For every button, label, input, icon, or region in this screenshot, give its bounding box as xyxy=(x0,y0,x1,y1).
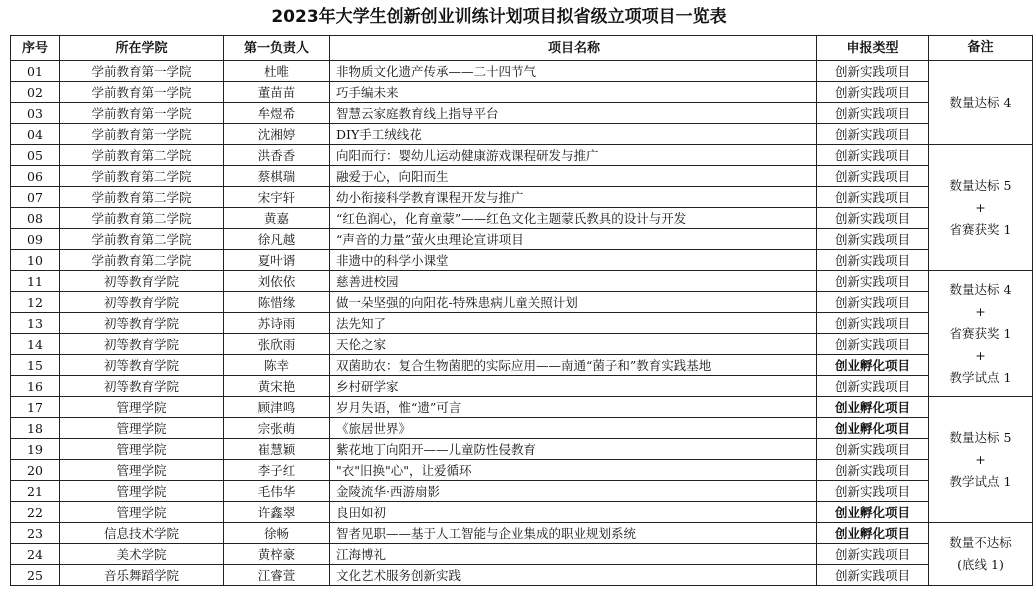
cell-type: 创新实践项目 xyxy=(817,166,929,187)
cell-type: 创新实践项目 xyxy=(817,460,929,481)
cell-person: 董苗苗 xyxy=(224,82,330,103)
cell-person: 杜唯 xyxy=(224,61,330,82)
cell-person: 苏诗雨 xyxy=(224,313,330,334)
cell-no: 20 xyxy=(11,460,60,481)
cell-project-name: 法先知了 xyxy=(330,313,817,334)
table-row xyxy=(11,145,1033,166)
note-line: + xyxy=(975,199,986,215)
note-line: + xyxy=(975,451,986,467)
cell-no: 04 xyxy=(11,124,60,145)
cell-college: 学前教育第二学院 xyxy=(60,208,224,229)
cell-project-name: 江海博礼 xyxy=(330,544,817,565)
cell-note xyxy=(929,271,1033,397)
cell-type: 创业孵化项目 xyxy=(817,523,929,544)
cell-project-name: 非遗中的科学小课堂 xyxy=(330,250,817,271)
cell-project-name: 智慧云家庭教育线上指导平台 xyxy=(330,103,817,124)
cell-note xyxy=(929,61,1033,145)
cell-person: 洪香香 xyxy=(224,145,330,166)
cell-college: 管理学院 xyxy=(60,460,224,481)
cell-no: 01 xyxy=(11,61,60,82)
cell-type: 创新实践项目 xyxy=(817,292,929,313)
cell-college: 初等教育学院 xyxy=(60,292,224,313)
cell-college: 信息技术学院 xyxy=(60,523,224,544)
table-row xyxy=(11,376,1033,397)
cell-person: 张欣雨 xyxy=(224,334,330,355)
cell-college: 学前教育第二学院 xyxy=(60,187,224,208)
cell-type: 创新实践项目 xyxy=(817,208,929,229)
cell-college: 学前教育第二学院 xyxy=(60,145,224,166)
table-row xyxy=(11,502,1033,523)
cell-type: 创新实践项目 xyxy=(817,271,929,292)
cell-no: 05 xyxy=(11,145,60,166)
cell-college: 美术学院 xyxy=(60,544,224,565)
cell-no: 15 xyxy=(11,355,60,376)
cell-project-name: 岁月失语，惟“遗”可言 xyxy=(330,397,817,418)
cell-no: 12 xyxy=(11,292,60,313)
cell-type: 创新实践项目 xyxy=(817,145,929,166)
cell-type: 创新实践项目 xyxy=(817,376,929,397)
table-row xyxy=(11,565,1033,586)
table-row xyxy=(11,229,1033,250)
cell-type: 创新实践项目 xyxy=(817,82,929,103)
cell-college: 学前教育第一学院 xyxy=(60,124,224,145)
cell-college: 初等教育学院 xyxy=(60,271,224,292)
cell-no: 21 xyxy=(11,481,60,502)
cell-no: 22 xyxy=(11,502,60,523)
header-no: 序号 xyxy=(11,36,60,61)
table-row xyxy=(11,355,1033,376)
note-line: 教学试点 1 xyxy=(949,369,1012,385)
cell-type: 创新实践项目 xyxy=(817,481,929,502)
note-line: 数量不达标 xyxy=(949,535,1012,550)
cell-type: 创新实践项目 xyxy=(817,61,929,82)
cell-type: 创新实践项目 xyxy=(817,565,929,586)
table-row xyxy=(11,334,1033,355)
table-row xyxy=(11,103,1033,124)
note-line: 数量达标 4 xyxy=(949,94,1012,110)
cell-no: 08 xyxy=(11,208,60,229)
cell-college: 管理学院 xyxy=(60,418,224,439)
cell-project-name: 文化艺术服务创新实践 xyxy=(330,565,817,586)
cell-person: 黄宋艳 xyxy=(224,376,330,397)
table-header-row xyxy=(11,36,1033,61)
cell-no: 07 xyxy=(11,187,60,208)
cell-college: 初等教育学院 xyxy=(60,376,224,397)
cell-college: 初等教育学院 xyxy=(60,355,224,376)
cell-no: 02 xyxy=(11,82,60,103)
cell-no: 13 xyxy=(11,313,60,334)
cell-college: 管理学院 xyxy=(60,397,224,418)
cell-type: 创新实践项目 xyxy=(817,187,929,208)
note-line: 省赛获奖 1 xyxy=(949,325,1012,341)
cell-no: 16 xyxy=(11,376,60,397)
cell-no: 14 xyxy=(11,334,60,355)
cell-type: 创业孵化项目 xyxy=(817,418,929,439)
cell-college: 初等教育学院 xyxy=(60,313,224,334)
cell-person: 徐畅 xyxy=(224,523,330,544)
cell-project-name: “声音的力量”萤火虫理论宣讲项目 xyxy=(330,229,817,250)
table-row xyxy=(11,271,1033,292)
cell-college: 学前教育第二学院 xyxy=(60,250,224,271)
table-row xyxy=(11,82,1033,103)
table-row xyxy=(11,418,1033,439)
cell-person: 陈惜缘 xyxy=(224,292,330,313)
cell-no: 06 xyxy=(11,166,60,187)
header-project-name: 项目名称 xyxy=(330,36,817,61)
table-row xyxy=(11,544,1033,565)
note-line: + xyxy=(975,347,986,363)
table-row xyxy=(11,292,1033,313)
cell-project-name: DIY手工绒线花 xyxy=(330,124,817,145)
cell-project-name: 《旅居世界》 xyxy=(330,418,817,439)
note-line: 教学试点 1 xyxy=(949,473,1012,489)
cell-college: 初等教育学院 xyxy=(60,334,224,355)
cell-project-name: 金陵流华·西游扇影 xyxy=(330,481,817,502)
cell-type: 创新实践项目 xyxy=(817,334,929,355)
cell-college: 音乐舞蹈学院 xyxy=(60,565,224,586)
table-row xyxy=(11,166,1033,187)
cell-note xyxy=(929,145,1033,271)
project-table xyxy=(10,35,1033,586)
cell-no: 11 xyxy=(11,271,60,292)
cell-college: 学前教育第二学院 xyxy=(60,166,224,187)
note-line: + xyxy=(975,303,986,319)
cell-project-name: 慈善进校园 xyxy=(330,271,817,292)
cell-person: 宋宇轩 xyxy=(224,187,330,208)
table-row xyxy=(11,208,1033,229)
cell-no: 03 xyxy=(11,103,60,124)
cell-person: 刘依依 xyxy=(224,271,330,292)
header-note: 备注 xyxy=(929,36,1033,61)
cell-person: 牟煜希 xyxy=(224,103,330,124)
cell-no: 23 xyxy=(11,523,60,544)
table-row xyxy=(11,460,1033,481)
cell-type: 创业孵化项目 xyxy=(817,502,929,523)
cell-person: 沈湘婷 xyxy=(224,124,330,145)
cell-type: 创新实践项目 xyxy=(817,124,929,145)
cell-person: 许鑫翠 xyxy=(224,502,330,523)
cell-no: 18 xyxy=(11,418,60,439)
cell-no: 24 xyxy=(11,544,60,565)
cell-project-name: 双菌助农：复合生物菌肥的实际应用——南通“菌子和”教育实践基地 xyxy=(330,355,817,376)
cell-project-name: 做一朵坚强的向阳花-特殊患病儿童关照计划 xyxy=(330,292,817,313)
table-row xyxy=(11,439,1033,460)
cell-no: 25 xyxy=(11,565,60,586)
cell-project-name: 巧手编未来 xyxy=(330,82,817,103)
cell-no: 09 xyxy=(11,229,60,250)
cell-person: 夏叶谞 xyxy=(224,250,330,271)
cell-project-name: 非物质文化遗产传承——二十四节气 xyxy=(330,61,817,82)
cell-college: 学前教育第一学院 xyxy=(60,82,224,103)
cell-project-name: 乡村研学家 xyxy=(330,376,817,397)
header-college: 所在学院 xyxy=(60,36,224,61)
cell-person: 黄梓豪 xyxy=(224,544,330,565)
cell-college: 管理学院 xyxy=(60,481,224,502)
table-row xyxy=(11,397,1033,418)
note-line: 数量达标 5 xyxy=(949,177,1012,193)
table-row xyxy=(11,481,1033,502)
cell-project-name: 向阳而行：婴幼儿运动健康游戏课程研发与推广 xyxy=(330,145,817,166)
cell-no: 10 xyxy=(11,250,60,271)
table-row xyxy=(11,250,1033,271)
cell-person: 蔡棋瑞 xyxy=(224,166,330,187)
cell-type: 创新实践项目 xyxy=(817,544,929,565)
table-row xyxy=(11,61,1033,82)
cell-college: 学前教育第一学院 xyxy=(60,61,224,82)
note-line: 数量达标 5 xyxy=(949,429,1012,445)
cell-person: 毛伟华 xyxy=(224,481,330,502)
note-line: 数量达标 4 xyxy=(949,281,1012,297)
cell-type: 创新实践项目 xyxy=(817,439,929,460)
cell-project-name: 幼小衔接科学教育课程开发与推广 xyxy=(330,187,817,208)
cell-person: 黄嘉 xyxy=(224,208,330,229)
cell-college: 管理学院 xyxy=(60,502,224,523)
cell-type: 创业孵化项目 xyxy=(817,397,929,418)
cell-type: 创新实践项目 xyxy=(817,103,929,124)
table-row xyxy=(11,124,1033,145)
cell-note xyxy=(929,523,1033,586)
note-line: 省赛获奖 1 xyxy=(949,221,1012,237)
cell-person: 宗张萌 xyxy=(224,418,330,439)
cell-person: 李子红 xyxy=(224,460,330,481)
cell-type: 创业孵化项目 xyxy=(817,355,929,376)
cell-project-name: 智者见职——基于人工智能与企业集成的职业规划系统 xyxy=(330,523,817,544)
cell-person: 陈幸 xyxy=(224,355,330,376)
table-body xyxy=(11,61,1033,586)
table-row xyxy=(11,523,1033,544)
cell-college: 学前教育第一学院 xyxy=(60,103,224,124)
cell-person: 顾津鸣 xyxy=(224,397,330,418)
table-row xyxy=(11,187,1033,208)
cell-college: 管理学院 xyxy=(60,439,224,460)
cell-project-name: 融爱于心，向阳而生 xyxy=(330,166,817,187)
page-title: 2023年大学生创新创业训练计划项目拟省级立项项目一览表 xyxy=(271,7,727,27)
cell-project-name: 良田如初 xyxy=(330,502,817,523)
cell-project-name: 天伦之家 xyxy=(330,334,817,355)
cell-project-name: 紫花地丁向阳开——儿童防性侵教育 xyxy=(330,439,817,460)
cell-note xyxy=(929,397,1033,523)
header-type: 申报类型 xyxy=(817,36,929,61)
cell-no: 17 xyxy=(11,397,60,418)
cell-no: 19 xyxy=(11,439,60,460)
cell-project-name: “红色润心，化育童蒙”——红色文化主题蒙氏教具的设计与开发 xyxy=(330,208,817,229)
cell-person: 徐凡越 xyxy=(224,229,330,250)
cell-type: 创新实践项目 xyxy=(817,313,929,334)
cell-type: 创新实践项目 xyxy=(817,229,929,250)
cell-project-name: "衣"旧换"心"，让爱循环 xyxy=(330,460,817,481)
note-line: (底线 1) xyxy=(957,557,1004,572)
cell-person: 崔慧颖 xyxy=(224,439,330,460)
table-row xyxy=(11,313,1033,334)
cell-college: 学前教育第二学院 xyxy=(60,229,224,250)
cell-person: 江睿萱 xyxy=(224,565,330,586)
header-person: 第一负责人 xyxy=(224,36,330,61)
cell-type: 创新实践项目 xyxy=(817,250,929,271)
